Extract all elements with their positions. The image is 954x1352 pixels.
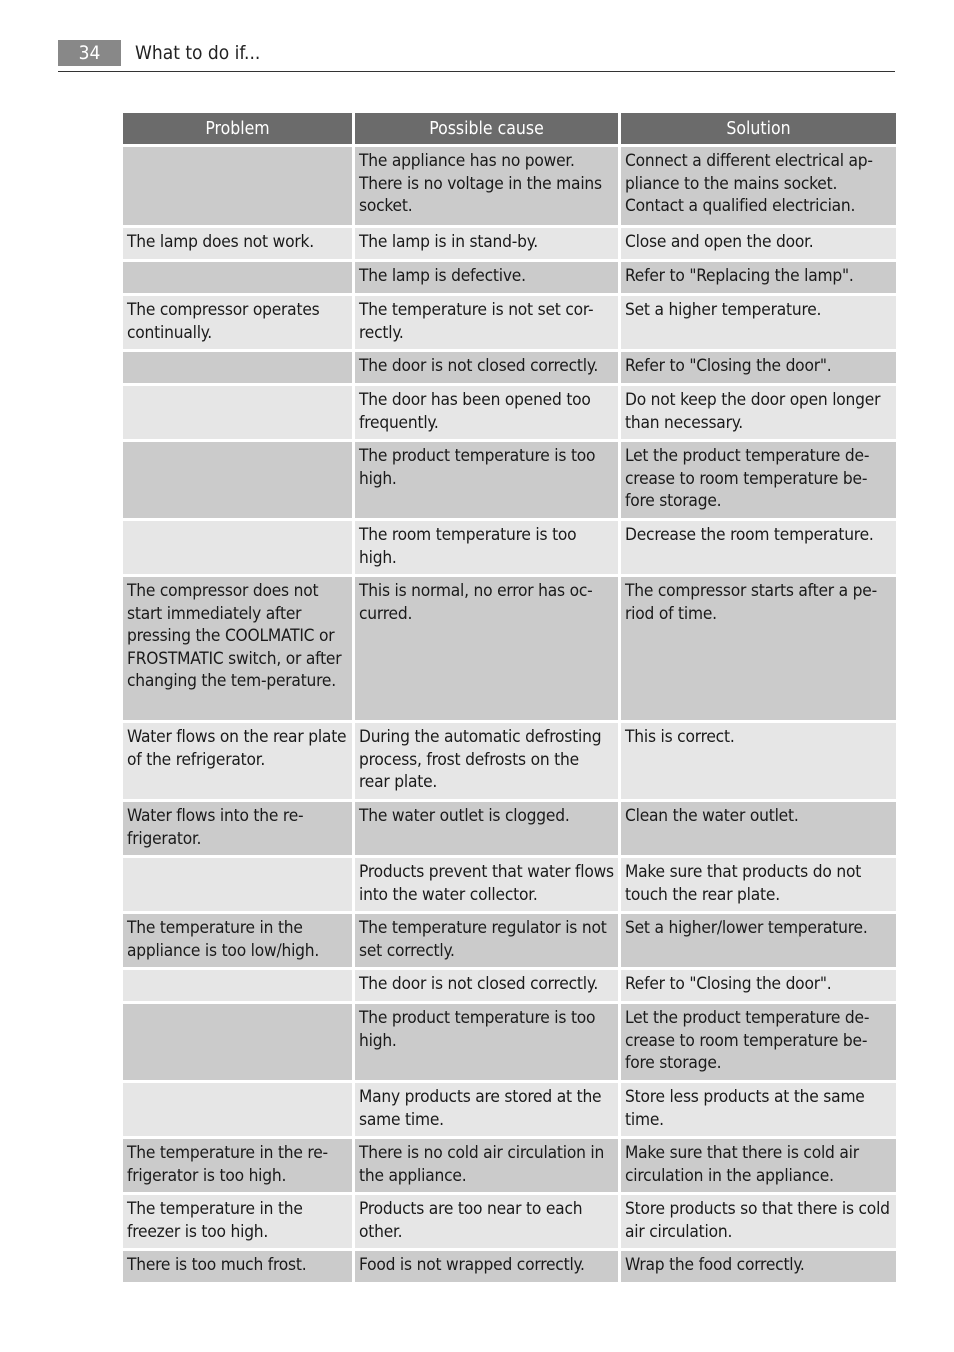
cause-cell: Products are too near to each other. <box>355 1195 618 1248</box>
cause-cell: The lamp is in stand-by. <box>355 228 618 259</box>
problem-cell: The temperature in the freezer is too high. <box>123 1195 352 1248</box>
table-row <box>123 228 896 259</box>
table-row <box>123 1083 896 1136</box>
problem-cell: Water flows into the re-frigerator. <box>123 802 352 855</box>
solution-cell: Store less products at the same time. <box>621 1083 896 1136</box>
table-row <box>123 858 896 911</box>
solution-cell: Wrap the food correctly. <box>621 1251 896 1282</box>
column-header-cause: Possible cause <box>355 113 618 144</box>
solution-cell: Make sure that products do not touch the rear plate. <box>621 858 896 911</box>
table-row <box>123 1195 896 1248</box>
solution-cell: Refer to "Replacing the lamp". <box>621 262 896 293</box>
cause-cell: The product temperature is too high. <box>355 1004 618 1080</box>
cause-cell: The room temperature is too high. <box>355 521 618 574</box>
problem-cell <box>123 1004 352 1080</box>
solution-cell: Set a higher/lower temperature. <box>621 914 896 967</box>
solution-cell: This is correct. <box>621 723 896 799</box>
table-row <box>123 521 896 574</box>
solution-cell: Connect a different electrical ap-pliance to the mains socket. Contact a qualified electrician. <box>621 147 896 225</box>
table-row <box>123 802 896 855</box>
problem-cell: There is too much frost. <box>123 1251 352 1282</box>
problem-cell <box>123 521 352 574</box>
problem-cell <box>123 352 352 383</box>
table-row <box>123 1251 896 1282</box>
solution-cell: Let the product temperature de-crease to room temperature be-fore storage. <box>621 442 896 518</box>
problem-cell <box>123 262 352 293</box>
problem-cell: Water flows on the rear plate of the refrigerator. <box>123 723 352 799</box>
problem-cell: The compressor operates continually. <box>123 296 352 349</box>
cause-cell: Many products are stored at the same time. <box>355 1083 618 1136</box>
problem-cell <box>123 970 352 1001</box>
problem-cell <box>123 386 352 439</box>
cause-cell: The appliance has no power. There is no voltage in the mains socket. <box>355 147 618 225</box>
cause-cell: The temperature is not set cor-rectly. <box>355 296 618 349</box>
page-number: 34 <box>58 40 121 66</box>
solution-cell: Make sure that there is cold air circulation in the appliance. <box>621 1139 896 1192</box>
solution-cell: Refer to "Closing the door". <box>621 352 896 383</box>
page-header <box>58 40 895 72</box>
column-header-problem: Problem <box>123 113 352 144</box>
table-row <box>123 262 896 293</box>
solution-cell: Refer to "Closing the door". <box>621 970 896 1001</box>
table-row <box>123 970 896 1001</box>
solution-cell: Clean the water outlet. <box>621 802 896 855</box>
cause-cell: The door is not closed correctly. <box>355 352 618 383</box>
problem-cell <box>123 858 352 911</box>
cause-cell: The door has been opened too frequently. <box>355 386 618 439</box>
solution-cell: Set a higher temperature. <box>621 296 896 349</box>
table-header-row <box>123 113 896 144</box>
table-row <box>123 1139 896 1192</box>
problem-cell <box>123 147 352 225</box>
problem-cell: The compressor does not start immediately after pressing the COOLMATIC or FROSTMATIC switch, or after changing the tem-perature. <box>123 577 352 720</box>
cause-cell: During the automatic defrosting process, frost defrosts on the rear plate. <box>355 723 618 799</box>
column-header-solution: Solution <box>621 113 896 144</box>
table-row <box>123 442 896 518</box>
table-row <box>123 386 896 439</box>
problem-cell: The lamp does not work. <box>123 228 352 259</box>
cause-cell: The lamp is defective. <box>355 262 618 293</box>
problem-cell <box>123 442 352 518</box>
cause-cell: Food is not wrapped correctly. <box>355 1251 618 1282</box>
cause-cell: This is normal, no error has oc-curred. <box>355 577 618 720</box>
problem-cell: The temperature in the re-frigerator is too high. <box>123 1139 352 1192</box>
solution-cell: Do not keep the door open longer than necessary. <box>621 386 896 439</box>
table-row <box>123 352 896 383</box>
solution-cell: Store products so that there is cold air circulation. <box>621 1195 896 1248</box>
section-title: What to do if... <box>135 42 261 64</box>
cause-cell: The door is not closed correctly. <box>355 970 618 1001</box>
cause-cell: There is no cold air circulation in the appliance. <box>355 1139 618 1192</box>
table-row <box>123 577 896 720</box>
cause-cell: The water outlet is clogged. <box>355 802 618 855</box>
problem-cell <box>123 1083 352 1136</box>
table-row <box>123 914 896 967</box>
problem-cell: The temperature in the appliance is too low/high. <box>123 914 352 967</box>
troubleshooting-table <box>120 110 899 1285</box>
table-row <box>123 723 896 799</box>
cause-cell: The temperature regulator is not set correctly. <box>355 914 618 967</box>
cause-cell: The product temperature is too high. <box>355 442 618 518</box>
table-row <box>123 1004 896 1080</box>
solution-cell: Let the product temperature de-crease to room temperature be-fore storage. <box>621 1004 896 1080</box>
solution-cell: Close and open the door. <box>621 228 896 259</box>
solution-cell: Decrease the room temperature. <box>621 521 896 574</box>
table-row <box>123 147 896 225</box>
solution-cell: The compressor starts after a pe-riod of time. <box>621 577 896 720</box>
cause-cell: Products prevent that water flows into the water collector. <box>355 858 618 911</box>
table-row <box>123 296 896 349</box>
